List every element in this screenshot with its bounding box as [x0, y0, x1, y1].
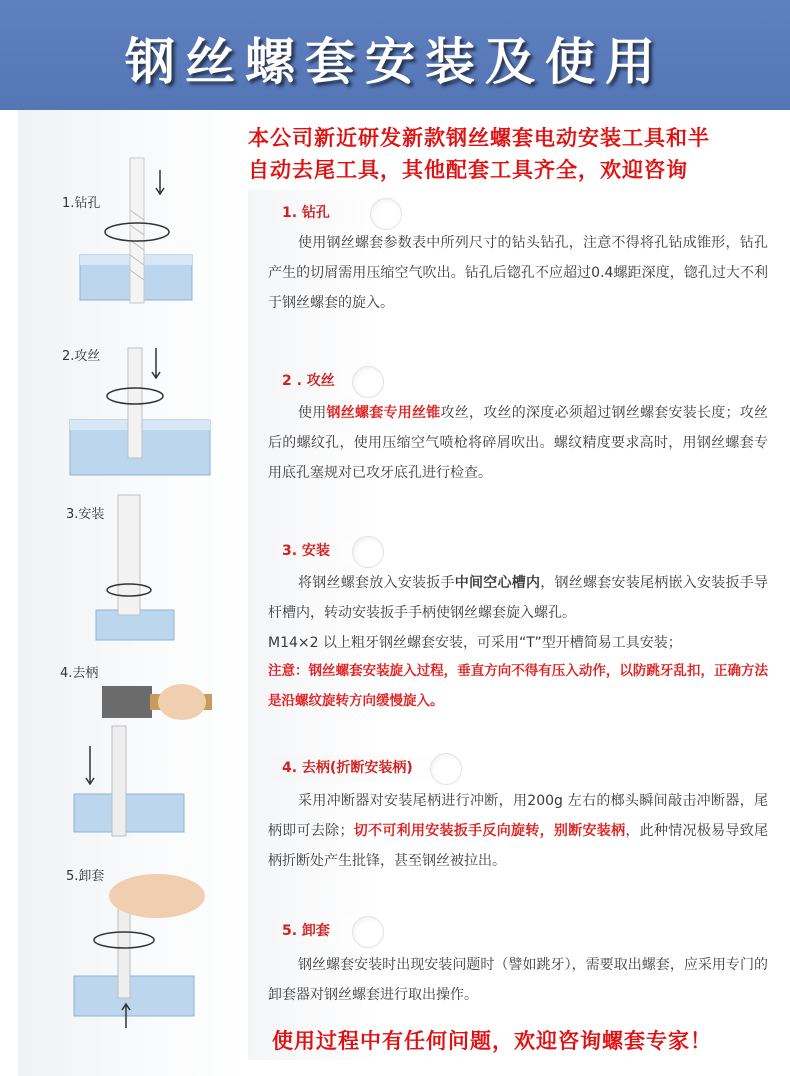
tap-tool	[128, 348, 142, 458]
text-segment: 将钢丝螺套放入安装扳手	[298, 575, 455, 591]
extraction-illustration	[72, 868, 222, 1038]
step-label-tang-removal: 4.去柄	[60, 666, 99, 681]
installing-illustration	[92, 495, 182, 645]
section-title-tang-removal: 4. 去柄(折断安装柄)	[268, 755, 446, 781]
installing-warning: 注意：钢丝螺套安装旋入过程，垂直方向不得有压入动作，以防跳牙乱扣，正确方法是沿螺纹旋转方向缓慢旋入。	[268, 663, 768, 709]
workpiece-block	[74, 976, 194, 1016]
text-segment: ，此种情况极易导致尾柄折断处产生批锋，甚至钢丝被拉出。	[268, 823, 769, 869]
section-text-extraction: 钢丝螺套安装时出现安装问题时（譬如跳牙），需要取出螺套，应采用专门的卸套器对钢丝螺套进行取出操作。	[268, 957, 768, 1003]
hammer-head	[102, 686, 152, 718]
text-segment: 采用冲断器对安装尾柄进行冲断，用200g 左右的榔头瞬间敲击冲断器，尾柄即可去除；	[268, 793, 768, 839]
text-segment: ，钢丝螺套安装尾柄嵌入安装扳手导杆槽内，转动安装扳手手柄使钢丝螺套旋入螺孔。	[268, 575, 768, 621]
warning-reverse-rotation: 切不可利用安装扳手反向旋转，别断安装柄	[353, 823, 626, 839]
installation-wrench	[118, 495, 140, 615]
step-label-tapping: 2.攻丝	[62, 349, 101, 364]
content-area	[0, 110, 790, 1076]
section-text-installing-note: M14×2 以上粗牙钢丝螺套安装，可采用“T”型开槽简易工具安装；	[268, 635, 682, 651]
section-title-installing: 3. 安装	[268, 538, 368, 564]
section-text-drilling: 使用钢丝螺套参数表中所列尺寸的钻头钻孔，注意不得将孔钻成锥形，钻孔产生的切屑需用压缩空气吹出。钻孔后锪孔不应超过0.4螺距深度，锪孔过大不利于钢丝螺套的旋入。	[268, 235, 768, 311]
page-title: 钢丝螺套安装及使用	[125, 33, 665, 91]
breaking-tool	[112, 726, 126, 836]
drilling-illustration	[80, 150, 210, 310]
down-arrow-icon	[156, 170, 164, 194]
header-banner	[0, 0, 790, 110]
text-segment: 攻丝，攻丝的深度必须超过钢丝螺套安装长度；攻丝后的螺纹孔，使用压缩空气喷枪将碎屑吹出。螺纹精度要求高时，用钢丝螺套专用底孔塞规对已攻牙底孔进行检查。	[268, 405, 768, 481]
tang-removal-illustration	[72, 666, 222, 846]
section-title-drilling: 1. 钻孔	[268, 200, 386, 226]
step-label-drilling: 1.钻孔	[62, 196, 101, 211]
step-label-extraction: 5.卸套	[66, 869, 105, 884]
hand-icon	[158, 684, 206, 720]
section-text-tapping	[268, 398, 768, 488]
section-title-extraction: 5. 卸套	[268, 918, 368, 944]
step-label-installing: 3.安装	[66, 507, 105, 522]
highlight-center-slot: 中间空心槽内	[454, 575, 541, 591]
highlight-dedicated-tap: 钢丝螺套专用丝锥	[326, 405, 441, 421]
down-arrow-icon	[152, 348, 160, 378]
tapping-illustration	[66, 338, 216, 488]
workpiece-block	[74, 794, 184, 832]
down-arrow-icon	[86, 746, 94, 784]
hand-icon	[109, 874, 205, 918]
section-text-installing	[268, 568, 768, 628]
announcement-line-1: 本公司新近研发新款钢丝螺套电动安装工具和半	[248, 126, 710, 150]
section-text-tang-removal	[268, 786, 768, 876]
text-segment: 使用	[298, 405, 327, 421]
announcement	[248, 122, 788, 186]
section-title-tapping: 2 . 攻丝	[268, 368, 368, 394]
announcement-line-2: 自动去尾工具，其他配套工具齐全，欢迎咨询	[248, 158, 688, 182]
footer-contact: 使用过程中有任何问题，欢迎咨询螺套专家！	[272, 1029, 712, 1053]
